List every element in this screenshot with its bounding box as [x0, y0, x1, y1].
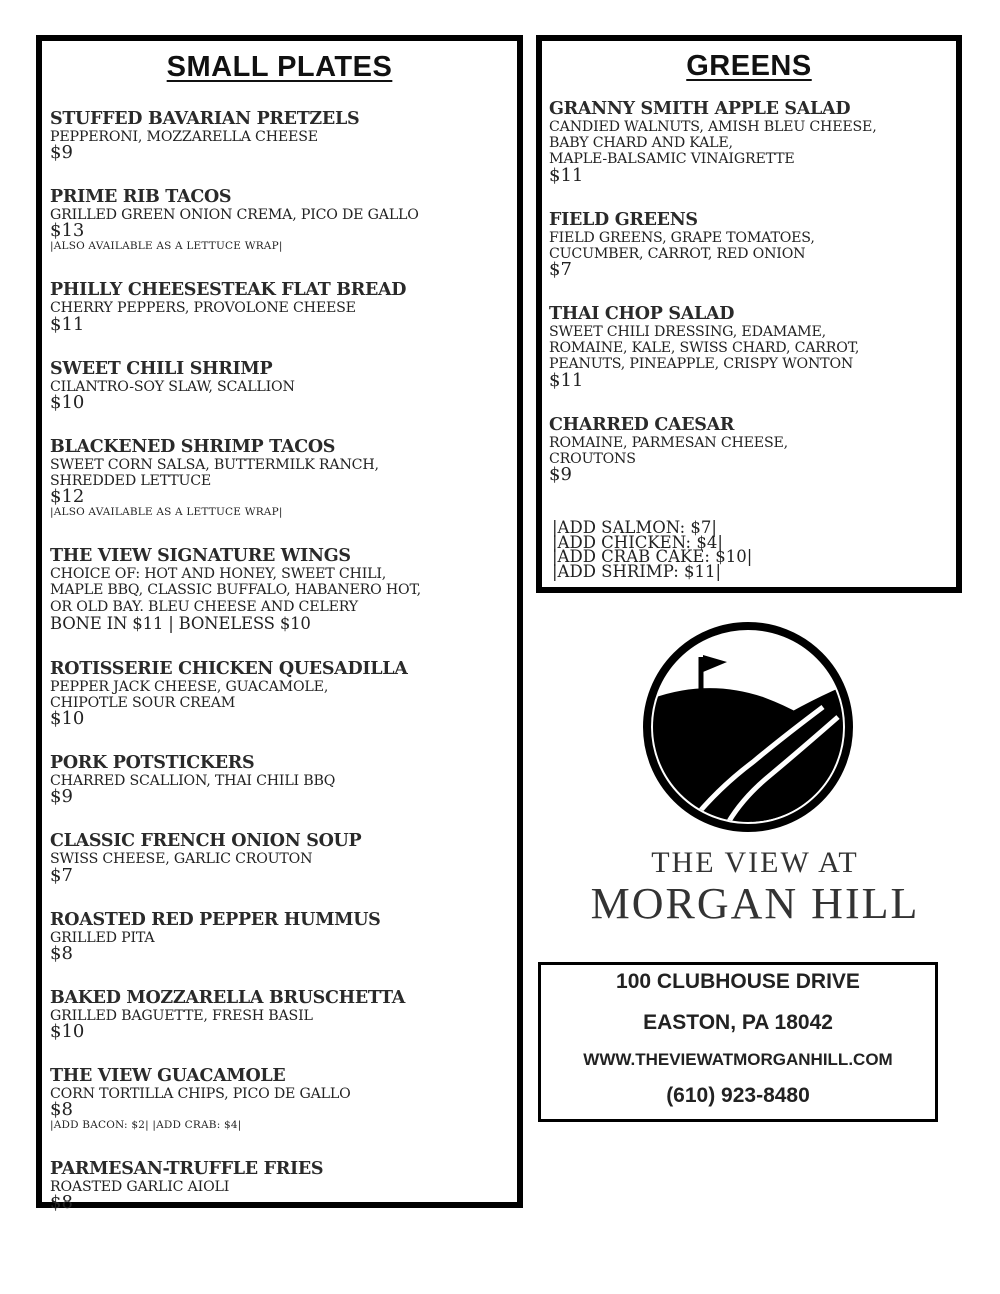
menu-item-name: STUFFED BAVARIAN PRETZELS: [50, 109, 360, 129]
menu-item: [549, 99, 950, 184]
menu-item-name: PHILLY CHEESESTEAK FLAT BREAD: [50, 280, 407, 301]
menu-item: [50, 658, 511, 730]
greens-title: GREENS: [686, 50, 812, 82]
menu-item: [549, 414, 950, 486]
menu-item-name: FIELD GREENS: [549, 209, 698, 230]
menu-item-name: CLASSIC FRENCH ONION SOUP: [50, 831, 362, 852]
website-link[interactable]: WWW.THEVIEWATMORGANHILL.COM: [583, 1050, 893, 1069]
menu-item-price: $11: [549, 164, 584, 186]
addon-option: |ADD CRAB CAKE: $10|: [552, 547, 753, 567]
greens-section: [536, 35, 962, 593]
menu-item-description: SWISS CHEESE, GARLIC CROUTON: [50, 851, 313, 868]
menu-item-name: SWEET CHILI SHRIMP: [50, 358, 273, 379]
golf-flag-hills-logo-icon: [643, 622, 853, 832]
menu-item-description: GRILLED PITA: [50, 929, 155, 946]
menu-item: [50, 437, 511, 520]
menu-item-name: PRIME RIB TACOS: [50, 187, 232, 208]
menu-item-price: $9: [549, 464, 572, 486]
menu-item: [50, 1066, 511, 1133]
menu-item: [50, 546, 511, 633]
menu-item-description: CORN TORTILLA CHIPS, PICO DE GALLO: [50, 1086, 351, 1103]
menu-item-name: BLACKENED SHRIMP TACOS: [50, 436, 336, 457]
menu-item-description: CANDIED WALNUTS, AMISH BLEU CHEESE, BABY CHARD AND KALE, MAPLE-BALSAMIC VINAIGRETTE: [549, 119, 877, 168]
menu-item: [50, 753, 511, 808]
menu-item-description: PEPPERONI, MOZZARELLA CHEESE: [50, 129, 318, 145]
menu-item-name: GRANNY SMITH APPLE SALAD: [549, 99, 851, 119]
menu-item-price: $11: [50, 313, 85, 335]
menu-item-name: THE VIEW GUACAMOLE: [50, 1066, 286, 1087]
menu-item-description: ROASTED GARLIC AIOLI: [50, 1179, 230, 1196]
menu-item-price: $9: [50, 786, 73, 808]
menu-item-description: FIELD GREENS, GRAPE TOMATOES, CUCUMBER, CARROT, RED ONION: [549, 229, 815, 262]
menu-item-price: $10: [50, 708, 85, 730]
menu-item-description: SWEET CORN SALSA, BUTTERMILK RANCH, SHREDDED LETTUCE: [50, 456, 379, 490]
menu-item-note: |ALSO AVAILABLE AS A LETTUCE WRAP|: [50, 506, 283, 519]
menu-item: [50, 280, 511, 335]
menu-item-name: ROTISSERIE CHICKEN QUESADILLA: [50, 658, 408, 679]
menu-item: [50, 831, 511, 886]
menu-item-price: $10: [50, 1021, 85, 1043]
menu-item-price: $7: [50, 864, 73, 886]
menu-item: [549, 304, 950, 389]
menu-item: [549, 209, 950, 281]
menu-item: [50, 109, 511, 164]
small-plates-section: [36, 35, 523, 1214]
menu-item: [50, 359, 511, 411]
menu-item-price: $8: [50, 1192, 73, 1214]
menu-item-price-line: BONE IN $11 | BONELESS $10: [50, 613, 311, 633]
menu-item-note: |ADD BACON: $2| |ADD CRAB: $4|: [50, 1119, 242, 1132]
menu-item-name: ROASTED RED PEPPER HUMMUS: [50, 909, 381, 930]
greens-list: [549, 99, 950, 579]
menu-item: [50, 910, 511, 962]
menu-item-description: GRILLED BAGUETTE, FRESH BASIL: [50, 1007, 313, 1024]
small-plates-list: [50, 109, 511, 1237]
menu-item-description: CILANTRO-SOY SLAW, SCALLION: [50, 378, 295, 395]
menu-item-description: CHERRY PEPPERS, PROVOLONE CHEESE: [50, 300, 356, 317]
menu-item-price: $13: [50, 220, 85, 242]
addon-option: |ADD SALMON: $7|: [552, 518, 717, 538]
menu-item-price: $9: [50, 142, 73, 164]
addon-option: |ADD SHRIMP: $11|: [552, 561, 722, 581]
brand-name-line1: THE VIEW AT: [651, 846, 859, 879]
menu-item-name: THAI CHOP SALAD: [549, 304, 735, 325]
menu-item-price: $11: [549, 369, 584, 391]
menu-item: [50, 187, 511, 254]
menu-item-name: THE VIEW SIGNATURE WINGS: [50, 546, 351, 567]
menu-item-description: PEPPER JACK CHEESE, GUACAMOLE, CHIPOTLE SOUR CREAM: [50, 678, 329, 712]
menu-item-price: $8: [50, 942, 73, 964]
menu-item-price: $7: [549, 259, 572, 281]
menu-item-price: $12: [50, 486, 85, 508]
menu-item-description: GRILLED GREEN ONION CREMA, PICO DE GALLO: [50, 207, 419, 224]
contact-box: [538, 962, 938, 1122]
city-line: EASTON, PA 18042: [643, 1011, 833, 1034]
menu-item: [50, 987, 511, 1043]
menu-item-description: CHOICE OF: HOT AND HONEY, SWEET CHILI, MAPLE BBQ, CLASSIC BUFFALO, HABANERO HOT, OR OLD BAY. BLEU CHEESE AND CELERY: [50, 566, 421, 615]
menu-item-description: SWEET CHILI DRESSING, EDAMAME, ROMAINE, KALE, SWISS CHARD, CARROT, PEANUTS, PINEAPPLE, CRISPY WONTON: [549, 324, 860, 373]
greens-addons: [549, 518, 950, 581]
menu-item-note: |ALSO AVAILABLE AS A LETTUCE WRAP|: [50, 240, 283, 253]
phone-number[interactable]: (610) 923-8480: [666, 1084, 810, 1107]
menu-item-name: PORK POTSTICKERS: [50, 753, 255, 774]
menu-item-description: ROMAINE, PARMESAN CHEESE, CROUTONS: [549, 434, 788, 467]
brand-name-line2: MORGAN HILL: [590, 879, 920, 928]
menu-item-price: $10: [50, 391, 85, 413]
addon-option: |ADD CHICKEN: $4|: [552, 532, 723, 552]
menu-item-name: PARMESAN-TRUFFLE FRIES: [50, 1159, 324, 1180]
menu-item-name: CHARRED CAESAR: [549, 414, 735, 435]
small-plates-title: SMALL PLATES: [166, 51, 393, 83]
menu-item-name: BAKED MOZZARELLA BRUSCHETTA: [50, 987, 406, 1008]
address-line: 100 CLUBHOUSE DRIVE: [616, 970, 860, 993]
menu-item: [50, 1159, 511, 1214]
menu-item-price: $8: [50, 1099, 73, 1121]
menu-item-description: CHARRED SCALLION, THAI CHILI BBQ: [50, 773, 336, 790]
